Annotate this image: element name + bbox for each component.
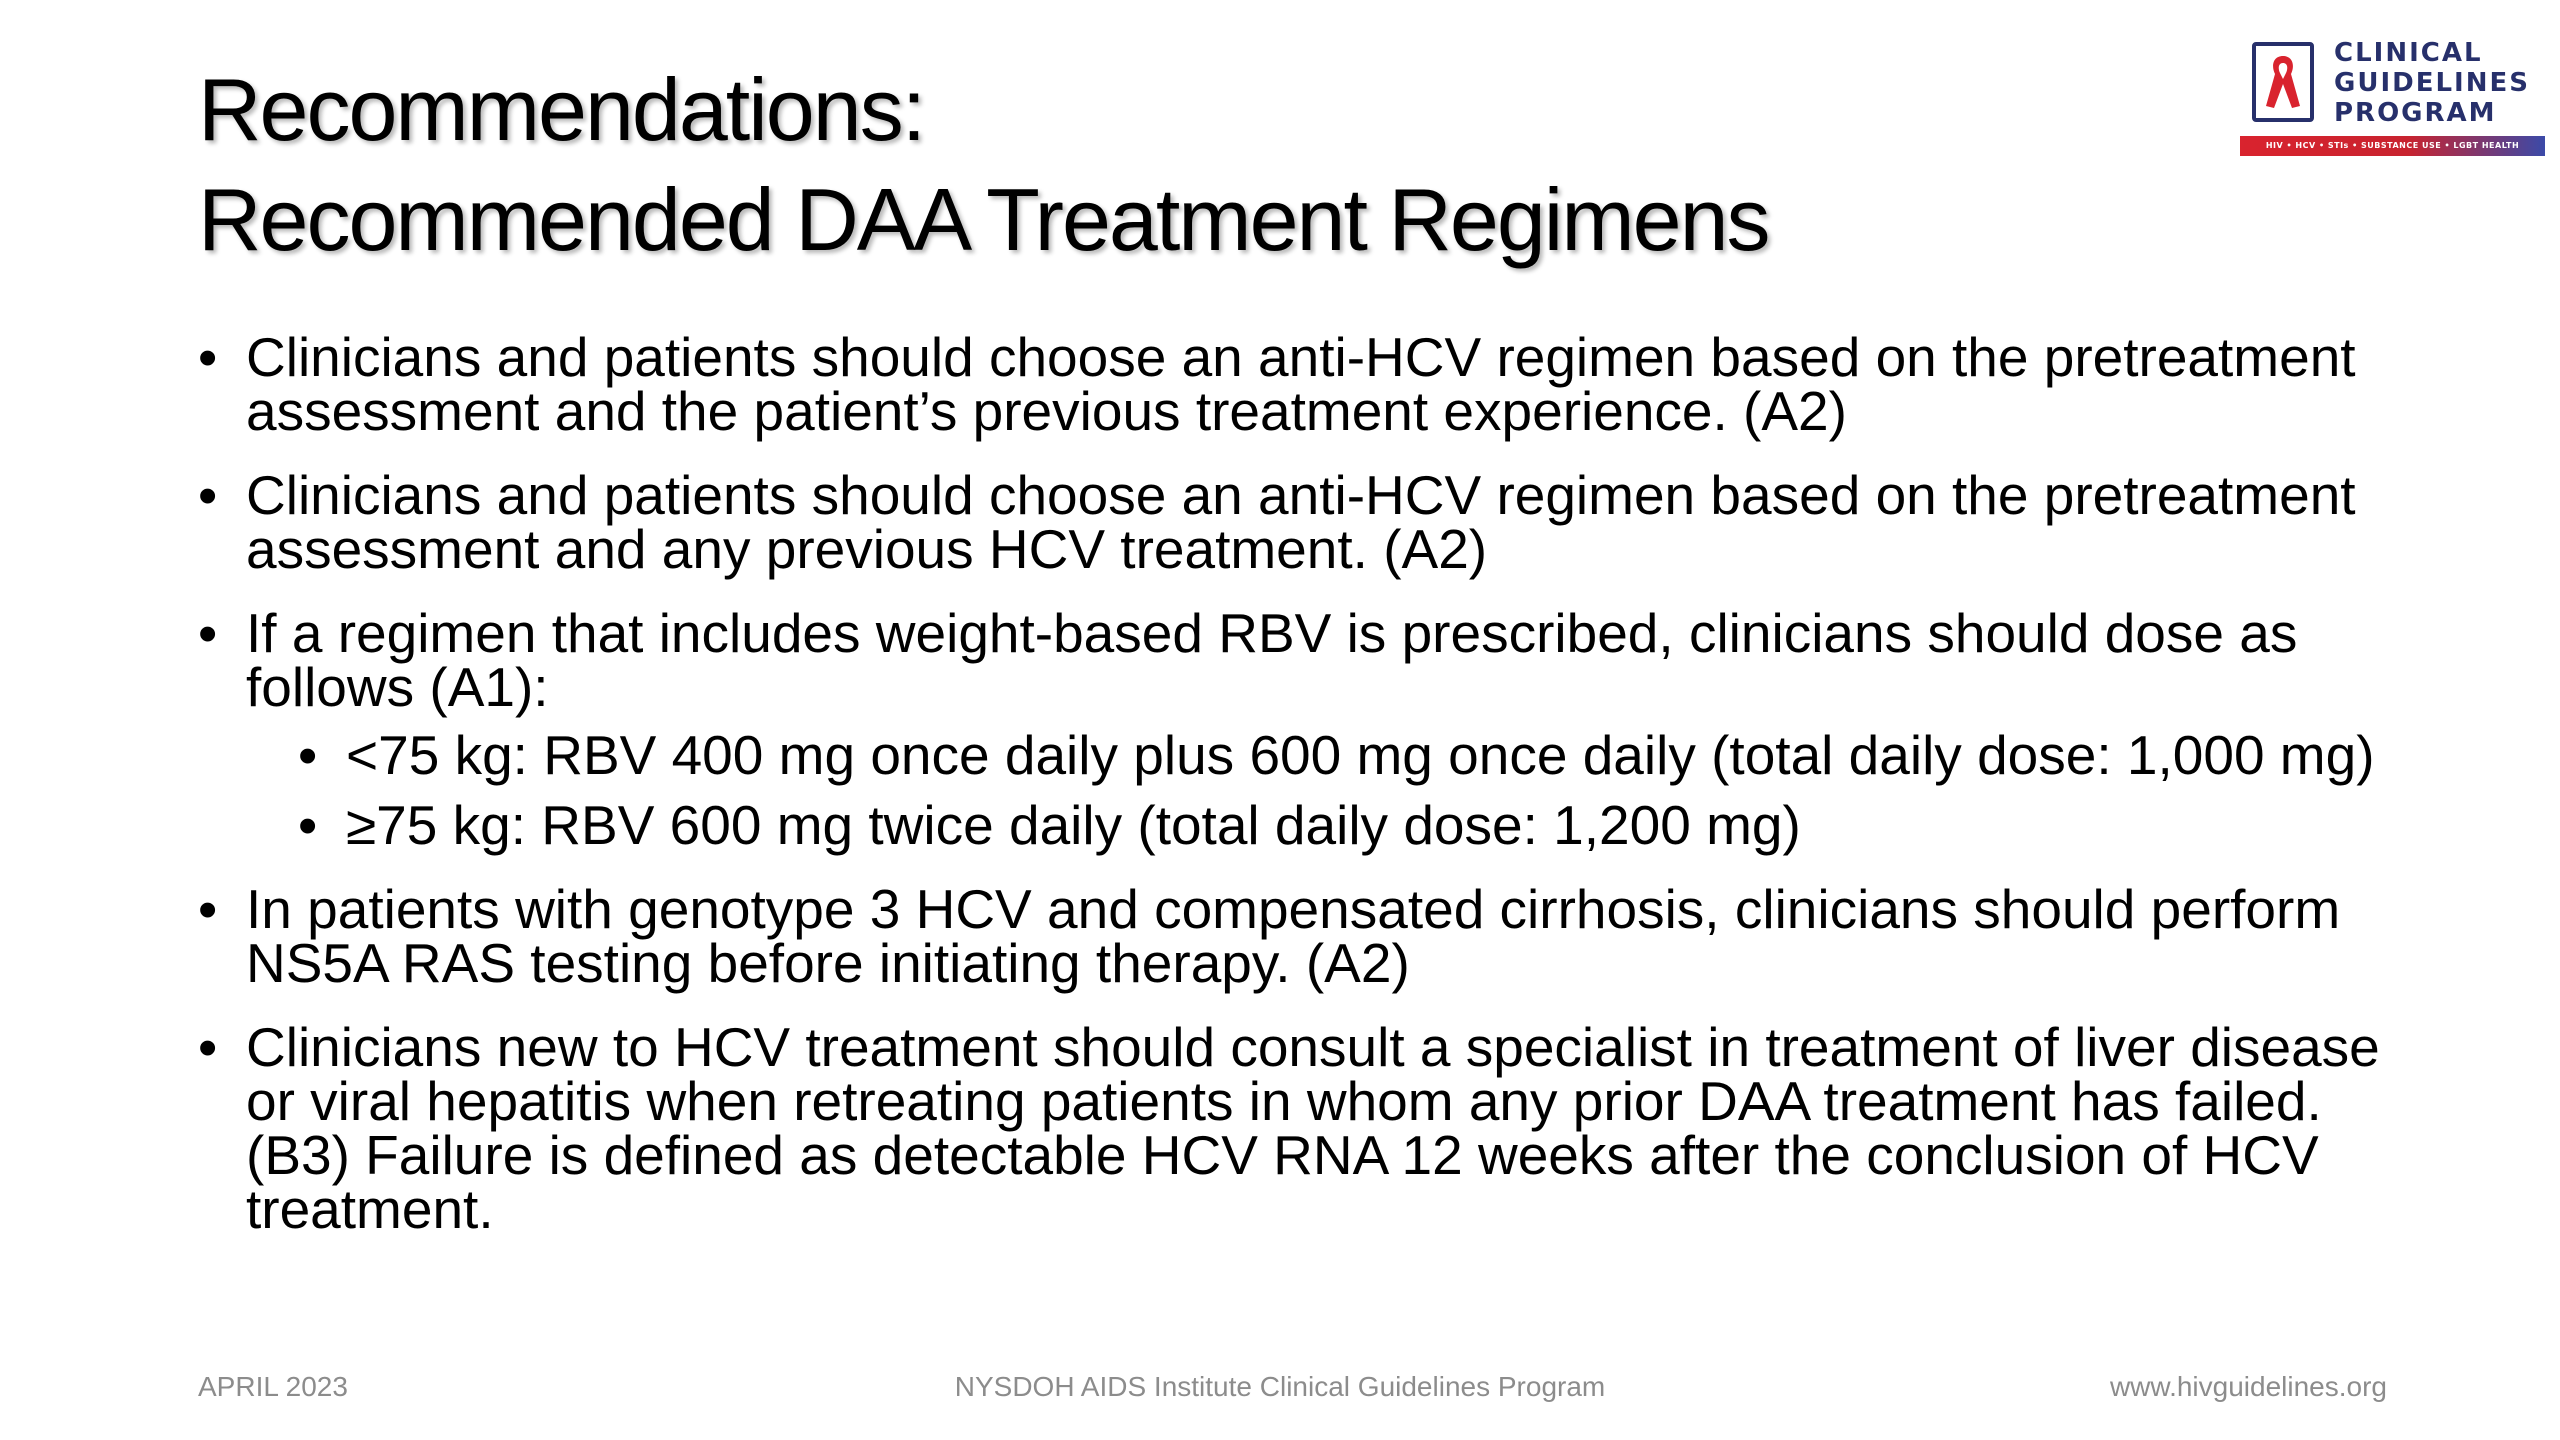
footer-program: NYSDOH AIDS Institute Clinical Guidelines Program <box>954 1371 1606 1402</box>
title-line-1: Recommendations: <box>198 60 925 159</box>
bullet-text: If a regimen that includes weight-based RBV is prescribed, clinicians should dose as follows (A1): <box>246 602 2298 718</box>
sub-bullet-item: • ≥75 kg: RBV 600 mg twice daily (total daily dose: 1,200 mg) <box>298 798 2398 852</box>
title-line-2: Recommended DAA Treatment Regimens <box>198 170 1769 269</box>
clinical-guidelines-program-logo <box>2240 38 2550 163</box>
bullet-item: • In patients with genotype 3 HCV and compensated cirrhosis, clinicians should perform NS5A RAS testing before initiating therapy. (A2) <box>198 882 2398 990</box>
bullet-item: • Clinicians and patients should choose an anti-HCV regimen based on the pretreatment assessment and the patient’s previous treatment experience. (A2) <box>198 330 2398 438</box>
footer-date: APRIL 2023 <box>198 1371 348 1402</box>
logo-line-3: PROGRAM <box>2334 98 2497 128</box>
bullet-item: • Clinicians and patients should choose an anti-HCV regimen based on the pretreatment assessment and any previous HCV treatment. (A2) <box>198 468 2398 576</box>
recommendation-list <box>198 326 2398 1266</box>
logo-tagline-bar: HIV • HCV • STIs • SUBSTANCE USE • LGBT HEALTH <box>2240 136 2545 156</box>
logo-emblem <box>2252 42 2314 122</box>
bullet-item-with-sublist <box>198 602 2398 856</box>
bullet-item: • Clinicians new to HCV treatment should consult a specialist in treatment of liver disease or viral hepatitis when retreating patients in whom any prior DAA treatment has failed. (B3) Failure is defined as detectable HCV RNA 12 weeks after the conclusion of HCV treatment. <box>198 1020 2398 1236</box>
ribbon-icon <box>2262 52 2304 112</box>
dosing-sublist <box>246 724 2398 856</box>
slide-title <box>198 55 2098 275</box>
logo-line-1: CLINICAL <box>2334 38 2483 68</box>
footer-website: www.hivguidelines.org <box>2109 1371 2387 1402</box>
logo-line-2: GUIDELINES <box>2334 68 2530 98</box>
sub-bullet-item: • <75 kg: RBV 400 mg once daily plus 600 mg once daily (total daily dose: 1,000 mg) <box>298 728 2398 782</box>
logo-wordmark <box>2334 38 2530 128</box>
